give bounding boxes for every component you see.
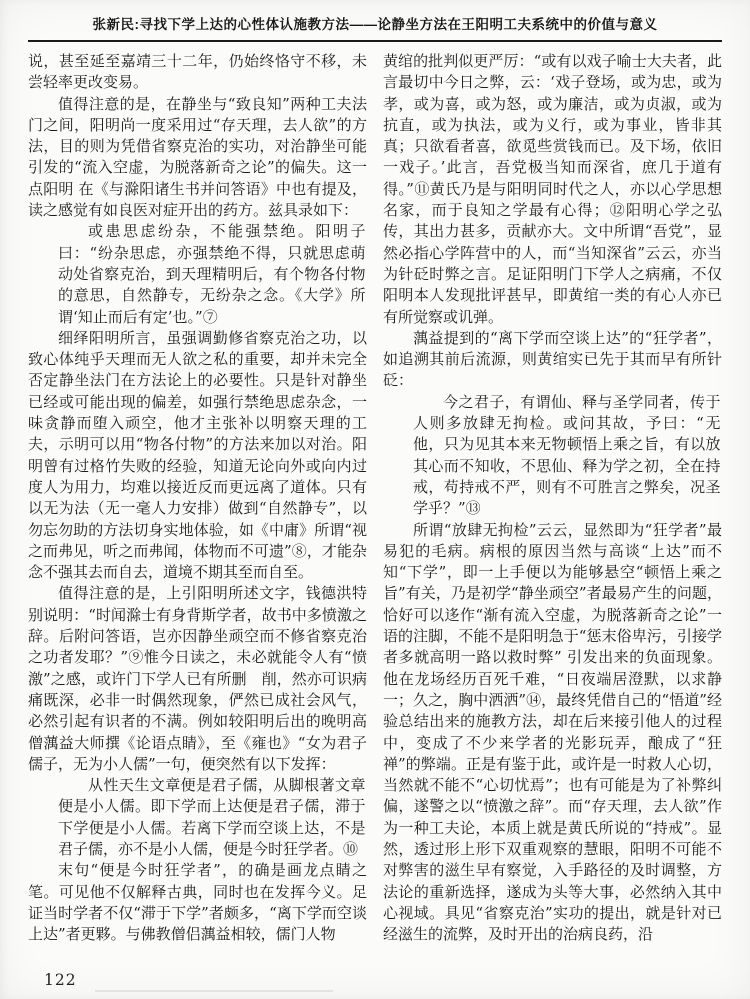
block-quote: 今之君子，有谓仙、释与圣学同者，传于人则多放肆无拘检。或问其故，予曰：“无他，只为见其本来无物顿悟上乘之旨，有以放其心而不知收，不思仙、释为学之初，全在持戒，苟持戒不严，则有不可胜言之弊矣，况圣学乎？”⑬ [413, 392, 721, 518]
right-column [383, 51, 722, 963]
page-number: 122 [44, 971, 77, 989]
block-quote: 或患思虑纷杂，不能强禁绝。阳明子曰：“纷杂思虑，亦强禁绝不得，只就思虑萌动处省察克治，到天理精明后，有个物各付物的意思，自然静专，无纷杂之念。《大学》所谓‘知止而后有定’也。”⑦ [58, 222, 366, 326]
running-header [0, 0, 750, 42]
paragraph: 值得注意的是，在静坐与“致良知”两种工夫法门之间，阳明尚一度采用过“存天理，去人欲”的方法，目的则为凭借省察克治的实功，对治静坐可能引发的“流入空虚，为脱落新奇之论”的偏失。这一点阳明 在《与滁阳诸生书并问答语》中也有提及，读之感觉有如良医对症开出的药方。兹具录如下： [28, 94, 367, 220]
paragraph: 蕅益提到的“离下学而空谈上达”的“狂学者”，如追溯其前后流源，则黄绾实已先于其而早有所针砭： [383, 328, 722, 390]
paragraph: 说，甚至延至嘉靖三十二年，仍始终恪守不移，未尝轻率更改变易。 [28, 52, 367, 92]
text-columns [0, 42, 750, 963]
running-header-title: 张新民:寻找下学上达的心性体认施教方法——论静坐方法在王阳明工夫系统中的价值与意义 [92, 17, 658, 32]
paragraph: 所谓“放肆无拘检”云云，显然即为“狂学者”最易犯的毛病。病根的原因当然与高谈“上达”而不知“下学”，即一上手便以为能够悬空“顿悟上乘之旨”有关，乃是初学“静坐顽空”者最易产生的问题，恰好可以迻作“渐有流入空虚，为脱落新奇之论”一语的注脚，不能不是阳明急于“惩末俗卑污，引接学者多就高明一路以救时弊” 引发出来的负面现象。他在龙场经历百死千难，“日夜端居澄默，以求静一；久之，胸中洒洒”⑭，最终凭借自己的“悟道”经验总结出来的施教方法，却在后来接引他人的过程中，变成了不少来学者的光影玩弄，酿成了“狂禅”的弊端。正是有鉴于此，或许是一时救人心切，当然就不能不“心切忧焉”；也有可能是为了补弊纠偏，遂警之以“愤激之辞”。而“存天理，去人欲”作为一种工夫论，本质上就是黄氏所说的“持戒”。显然，透过形上形下双重观察的慧眼，阳明不可能不对弊害的滋生早有察觉，入手路径的及时调整，方法论的重新选择，遂成为头等大事，必然纳入其中心视域。具见“省察克治”实功的提出，就是针对已经滋生的流弊，及时开出的治病良药，沿 [383, 520, 722, 944]
paragraph: 值得注意的是，上引阳明所述文字，钱德洪特别说明：“时闻滁士有身背斯学者，故书中多愤激之辞。后附问答语，岂亦因静坐顽空而不修省察克治之功者发耶？”⑨惟今日读之，未必就能令人有“愤激”之感，或许门下学人已有所删 削，然亦可识病痛既深，必非一时偶然现象，俨然已成社会风气，必然引起有识者的不满。例如较阳明后出的晚明高僧蕅益大师撰《论语点睛》，至《雍也》“女为君子儒子，无为小人儒”一句，便突然有以下发挥： [28, 584, 367, 773]
block-quote: 从性天生文章便是君子儒，从脚根著文章便是小人儒。即下学而上达便是君子儒，滞于下学便是小人儒。若离下学而空谈上达，不是君子儒，亦不是小人儒，便是今时狂学者。⑩ [58, 776, 366, 858]
paragraph: 黄绾的批判似更严厉：“或有以戏子喻士大夫者，此言最切中今日之弊，云：‘戏子登场，或为忠，或为孝，或为喜，或为怒，或为廉洁，或为贞淑，或为抗直，或为执法，或为义行，或为事业，皆非其真；只欲看者喜，欲觅些赏钱而已。及下场，依旧一戏子。’此言，吾党极当知而深省，庶几于道有得。”⑪黄氏乃是与阳明同时代之人，亦以心学思想名家，而于良知之学最有心得；⑫阳明心学之弘传，其出力甚多，贡献亦大。文中所谓“吾党”，显然必指心学阵营中的人，而“当知深省”云云，亦当为针砭时弊之言。足证阳明门下学人之病痛，不仅阳明本人发现批评甚早，即黄绾一类的有心人亦已有所觉察或讥弹。 [383, 52, 722, 326]
left-column [28, 51, 367, 963]
paragraph: 细绎阳明所言，虽强调勤修省察克治之功，以致心体纯乎天理而无人欲之私的重要，却并未完全否定静坐法门在方法论上的必要性。只是针对静坐已经或可能出现的偏差，如强行禁绝思虑杂念，一味贪静而堕入顽空，他才主张补以明察天理的工夫，示明可以用“物各付物”的方法来加以对治。阳明曾有过格竹失败的经验，知道无论向外或向内过度人为用力，均难以接近反而更远离了道体。只有以无为法（无一毫人力安排）做到“自然静专”，以勿忘勿助的方法切身实地体验，如《中庸》所谓“视之而弗见，听之而弗闻，体物而不可遗”⑧，才能杂念不强其去而自去，道境不期其至而自至。 [28, 328, 367, 582]
footer-faint-rule [95, 990, 333, 992]
paragraph: 末句“便是今时狂学者”，的确是画龙点睛之笔。可见他不仅解释古典，同时也在发挥今义。足证当时学者不仅“滞于下学”者颇多，“离下学而空谈上达”者更夥。与佛教僧侣蕅益相较，儒门人物 [28, 861, 367, 944]
